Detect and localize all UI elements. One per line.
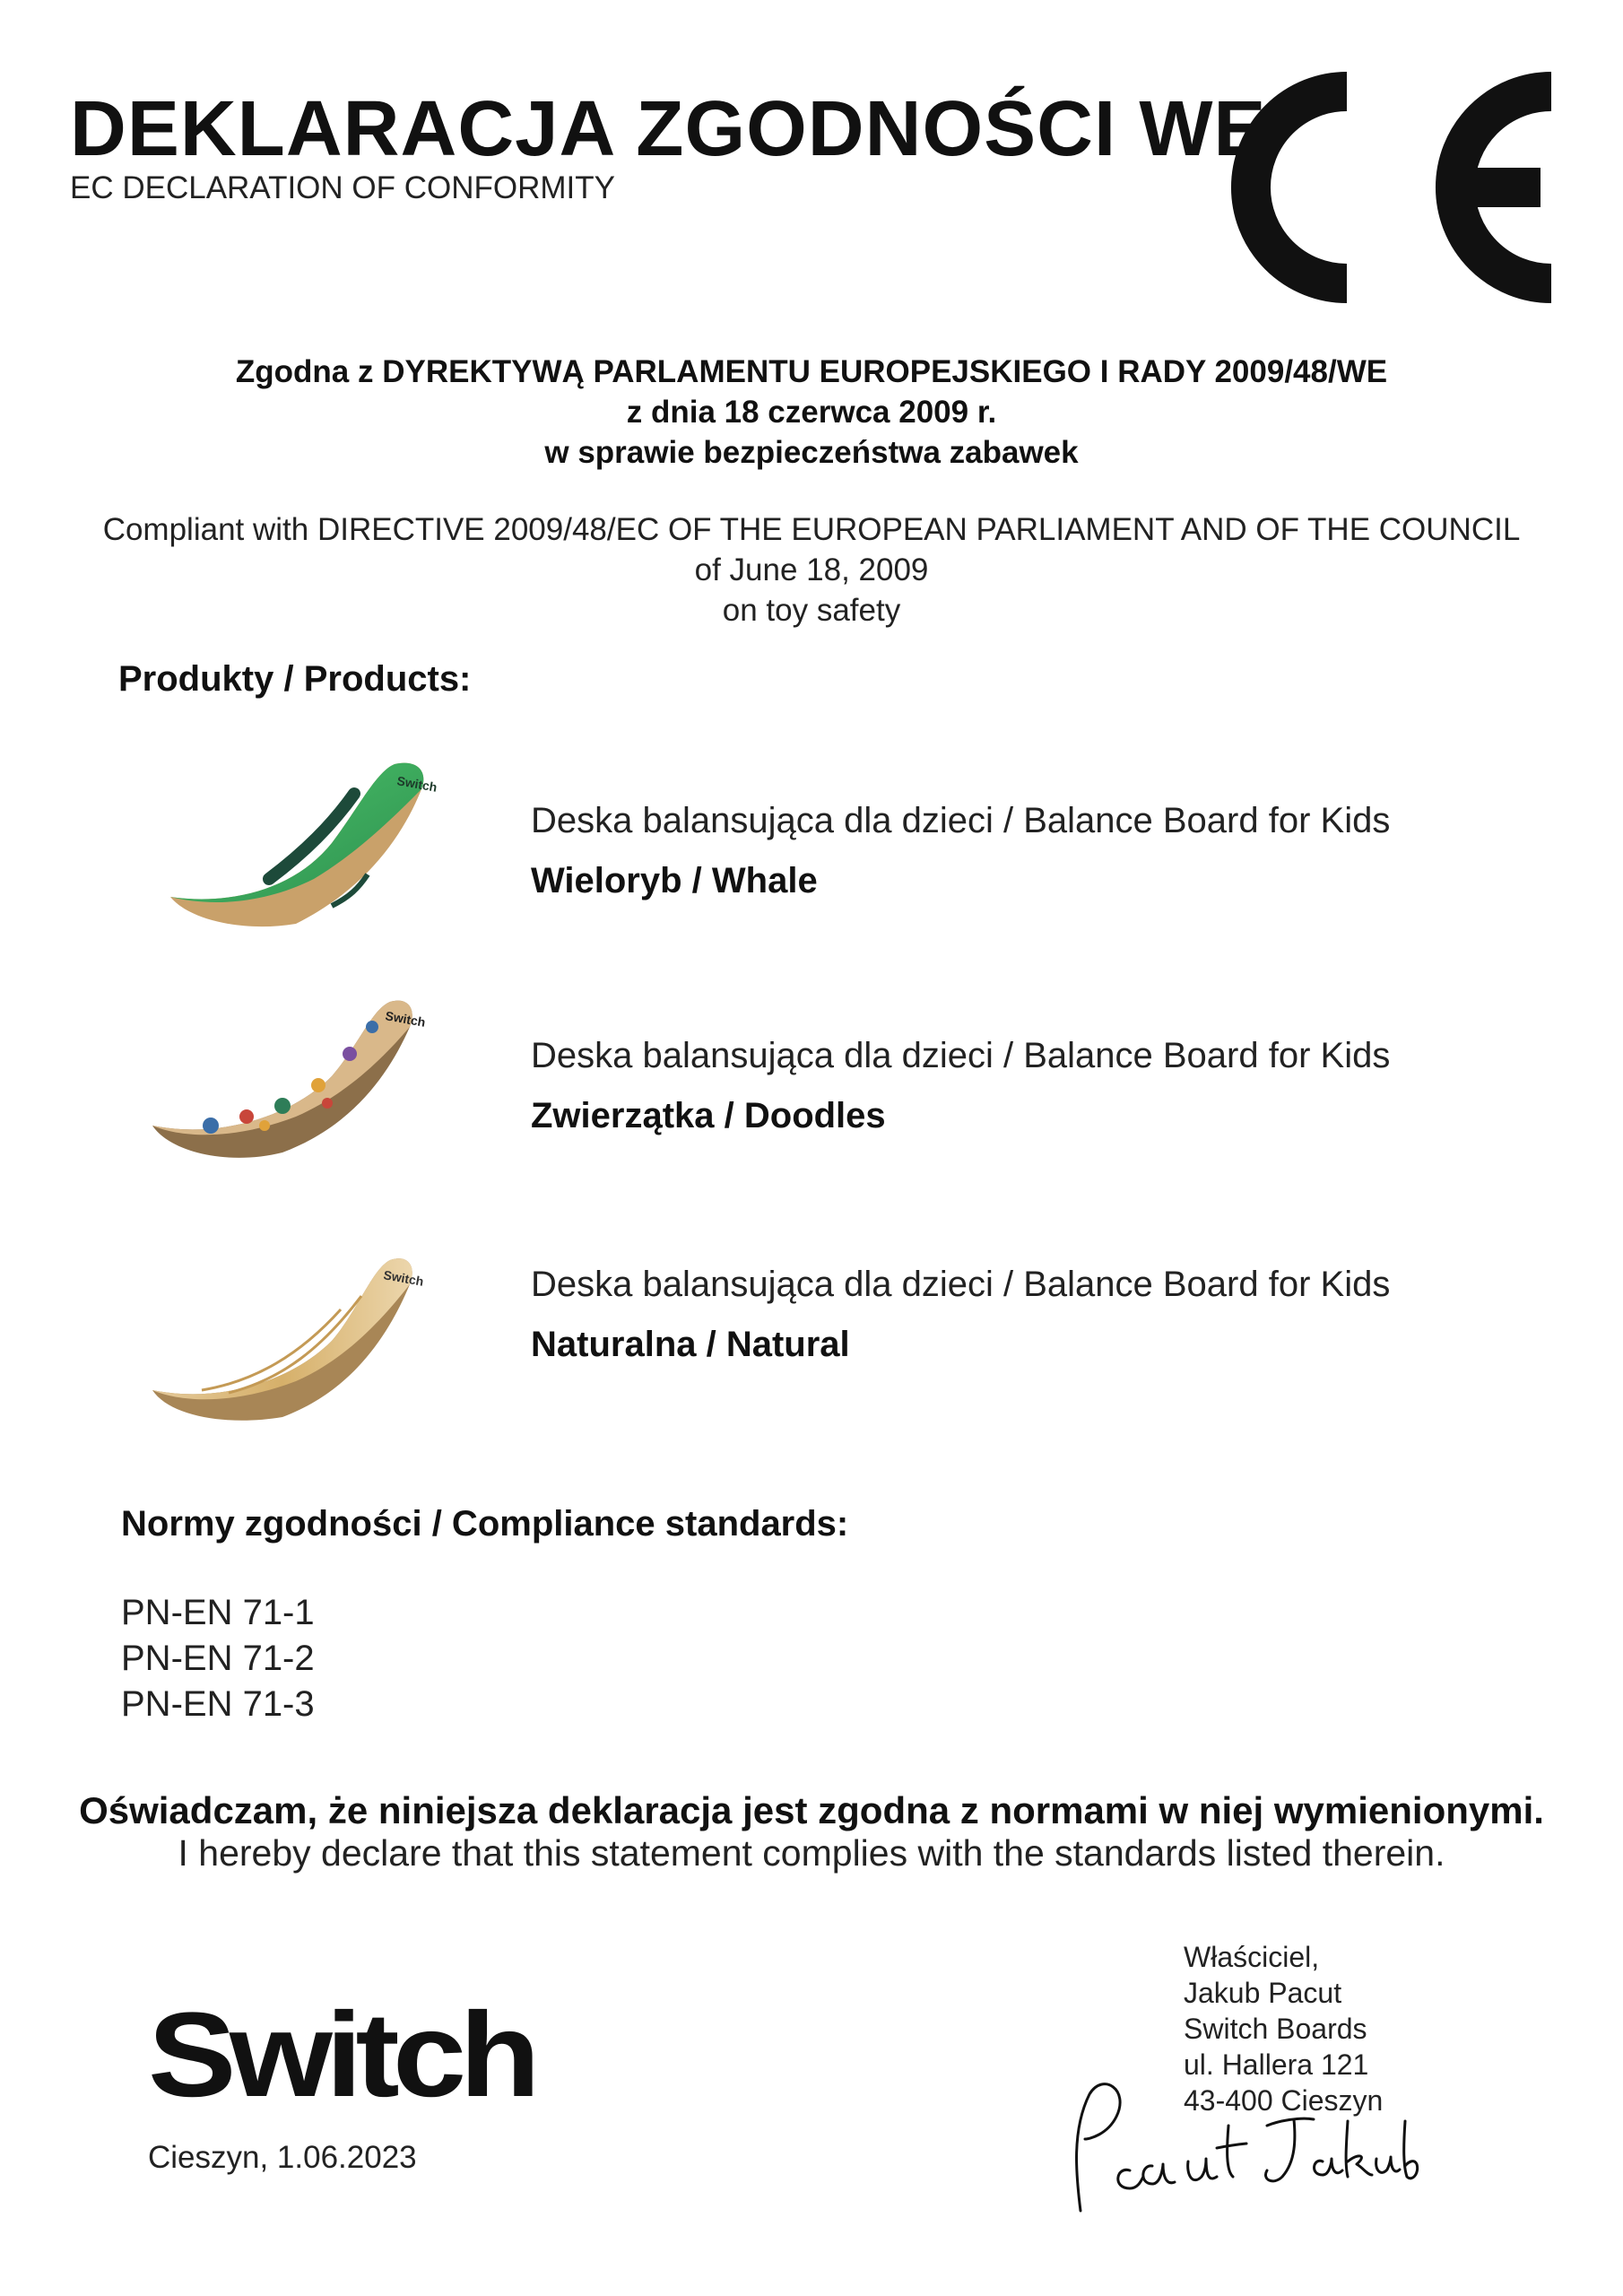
standard-item: PN-EN 71-3 — [121, 1684, 315, 1724]
product-description: Deska balansująca dla dzieci / Balance Board for Kids — [531, 1036, 1391, 1075]
handwritten-signature — [1063, 2076, 1421, 2220]
board-brand-label: Switch — [395, 773, 438, 795]
directive-pl-line: w sprawie bezpieczeństwa zabawek — [544, 435, 1079, 470]
directive-pl-line: Zgodna z DYREKTYWĄ PARLAMENTU EUROPEJSKIEGO I RADY 2009/48/WE — [235, 354, 1388, 389]
directive-en-line: on toy safety — [722, 593, 901, 628]
standard-item: PN-EN 71-2 — [121, 1639, 315, 1678]
standards-heading: Normy zgodności / Compliance standards: — [121, 1504, 849, 1544]
directive-pl-line: z dnia 18 czerwca 2009 r. — [626, 395, 997, 430]
signatory-street: ul. Hallera 121 — [1184, 2048, 1369, 2081]
product-doodles — [531, 1036, 1390, 1136]
products-heading: Produkty / Products: — [118, 659, 472, 699]
switch-logo-text: Switch — [148, 1988, 534, 2122]
product-natural — [531, 1265, 1390, 1365]
signatory-role: Właściciel, — [1184, 1941, 1320, 1973]
whale-board-image — [161, 753, 438, 933]
switch-logo — [148, 1988, 538, 2122]
product-whale — [531, 801, 1390, 901]
statement-polish: Oświadczam, że niniejsza deklaracja jest zgodna z normami w niej wymienionymi. — [79, 1789, 1544, 1831]
signatory-name: Jakub Pacut — [1184, 1977, 1342, 2009]
board-brand-label: Switch — [382, 1267, 425, 1289]
directive-polish — [54, 352, 1569, 473]
signatory-company: Switch Boards — [1184, 2013, 1367, 2045]
document-subtitle: EC DECLARATION OF CONFORMITY — [70, 170, 615, 205]
board-brand-label: Switch — [384, 1008, 427, 1030]
statement-english: I hereby declare that this statement complies with the standards listed therein. — [178, 1832, 1445, 1874]
directive-english — [54, 509, 1569, 631]
standards-list — [121, 1590, 315, 1727]
product-description: Deska balansująca dla dzieci / Balance Board for Kids — [531, 1265, 1391, 1304]
ce-mark-icon — [1246, 70, 1569, 305]
directive-en-line: of June 18, 2009 — [694, 552, 929, 587]
signatory-city: 43-400 Cieszyn — [1184, 2084, 1384, 2117]
declaration-date: Cieszyn, 1.06.2023 — [148, 2140, 417, 2175]
product-name: Wieloryb / Whale — [531, 861, 818, 900]
natural-board-image — [148, 1247, 425, 1426]
directive-en-line: Compliant with DIRECTIVE 2009/48/EC OF THE EUROPEAN PARLIAMENT AND OF THE COUNCIL — [102, 512, 1521, 547]
product-name: Zwierzątka / Doodles — [531, 1096, 886, 1135]
product-name: Naturalna / Natural — [531, 1325, 850, 1364]
product-description: Deska balansująca dla dzieci / Balance Board for Kids — [531, 801, 1391, 840]
doodles-board-image — [148, 991, 427, 1161]
standard-item: PN-EN 71-1 — [121, 1593, 315, 1632]
document-title: DEKLARACJA ZGODNOŚCI WE — [70, 85, 1267, 172]
